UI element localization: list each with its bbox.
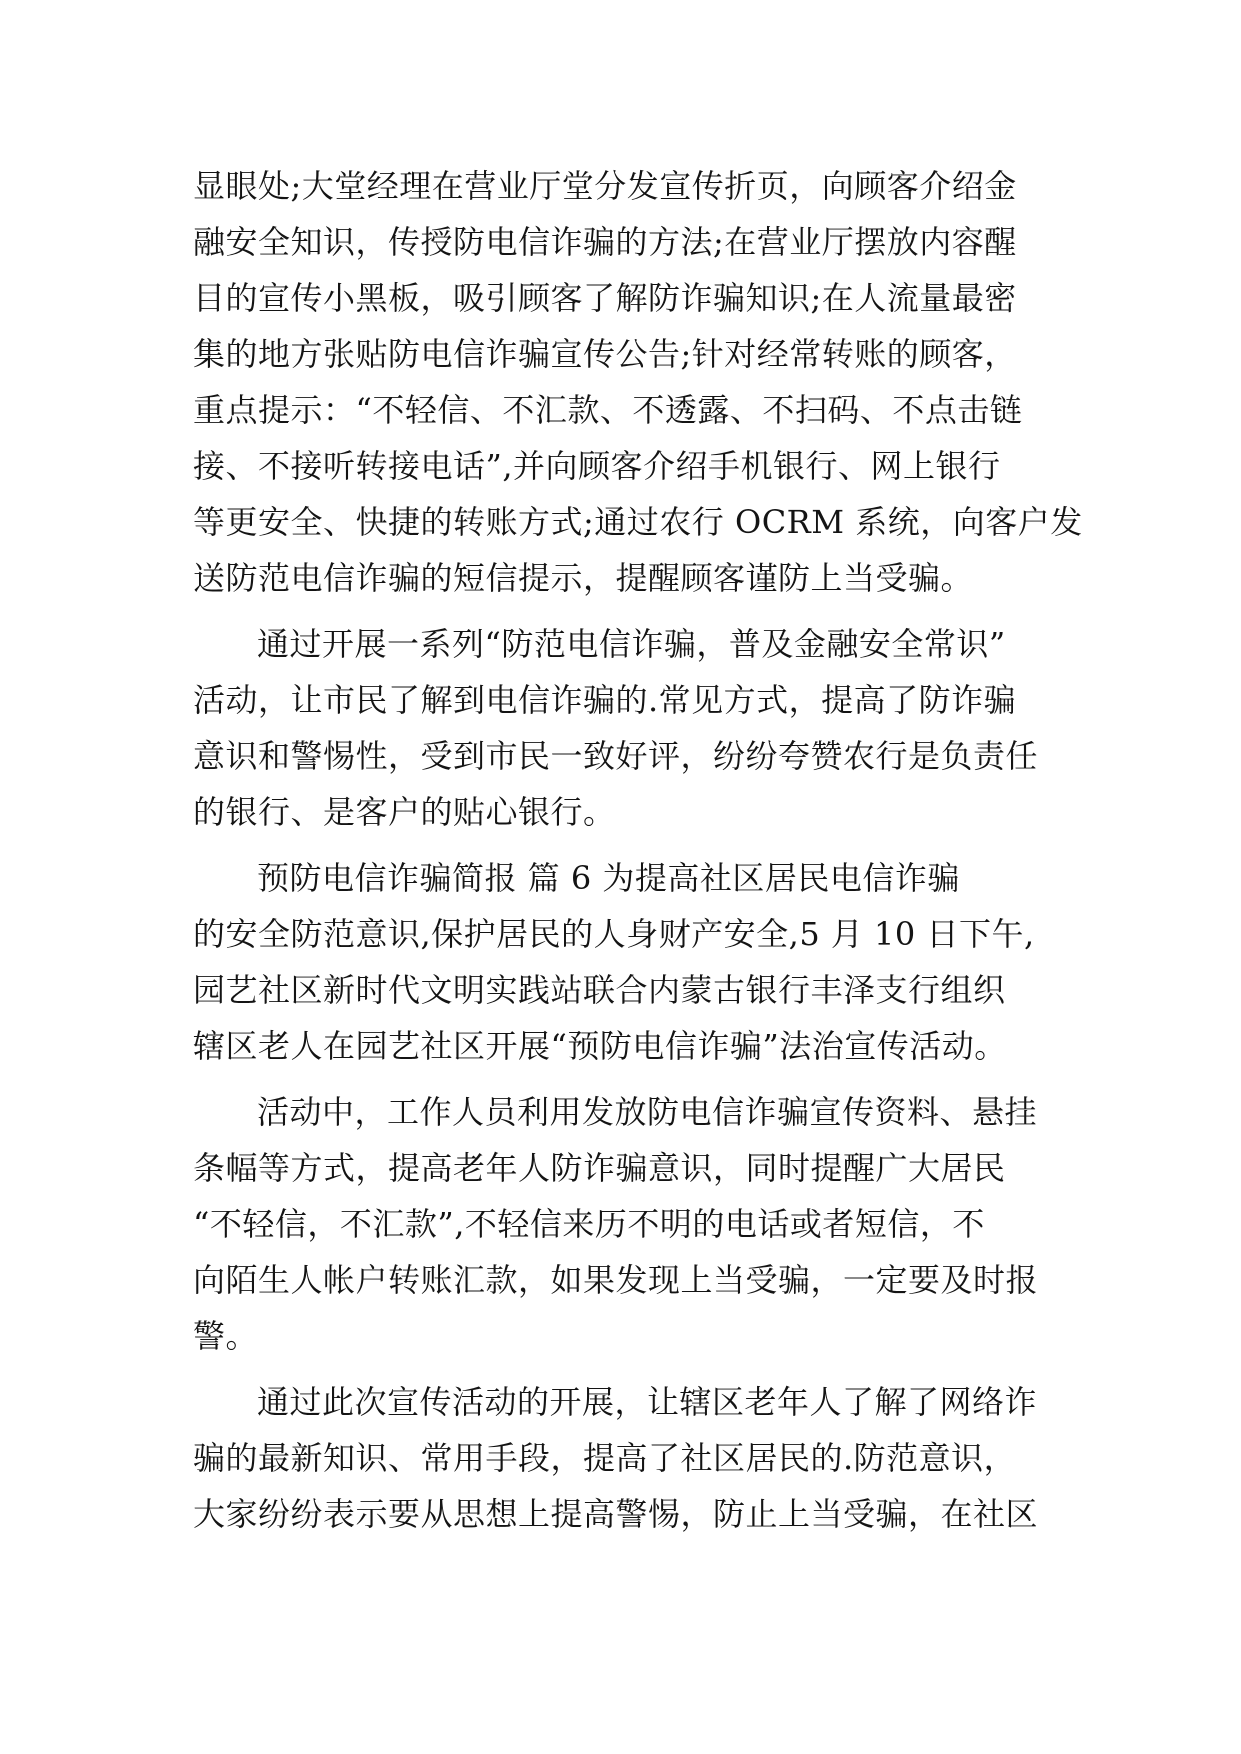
text-line: 显眼处;大堂经理在营业厅堂分发宣传折页，向顾客介绍金 — [193, 167, 1017, 205]
section-heading-line: 预防电信诈骗简报 篇 6 为提高社区居民电信诈骗 — [257, 859, 960, 897]
paragraph-start-line: 通过开展一系列“防范电信诈骗，普及金融安全常识” — [257, 625, 1006, 663]
text-line: 园艺社区新时代文明实践站联合内蒙古银行丰泽支行组织 — [193, 971, 1006, 1009]
text-line: 辖区老人在园艺社区开展“预防电信诈骗”法治宣传活动。 — [193, 1027, 1007, 1065]
text-line: 大家纷纷表示要从思想上提高警惕，防止上当受骗，在社区 — [193, 1495, 1039, 1533]
text-line: 向陌生人帐户转账汇款，如果发现上当受骗，一定要及时报 — [193, 1261, 1039, 1299]
text-line: 意识和警惕性，受到市民一致好评，纷纷夸赞农行是负责任 — [193, 737, 1039, 775]
text-line: 目的宣传小黑板，吸引顾客了解防诈骗知识;在人流量最密 — [193, 279, 1017, 317]
text-line: 接、不接听转接电话”,并向顾客介绍手机银行、网上银行 — [193, 447, 1001, 485]
text-line: 警。 — [193, 1317, 259, 1355]
text-line: 等更安全、快捷的转账方式;通过农行 OCRM 系统，向客户发 — [193, 503, 1083, 541]
text-line: 的安全防范意识,保护居民的人身财产安全,5 月 10 日下午, — [193, 915, 1035, 953]
text-line: 活动，让市民了解到电信诈骗的.常见方式，提高了防诈骗 — [193, 681, 1017, 719]
text-line: 融安全知识，传授防电信诈骗的方法;在营业厅摆放内容醒 — [193, 223, 1017, 261]
text-line: 条幅等方式，提高老年人防诈骗意识，同时提醒广大居民 — [193, 1149, 1006, 1187]
text-line: 送防范电信诈骗的短信提示，提醒顾客谨防上当受骗。 — [193, 559, 974, 597]
paragraph-start-line: 活动中，工作人员利用发放防电信诈骗宣传资料、悬挂 — [257, 1093, 1038, 1131]
text-line: 重点提示：“不轻信、不汇款、不透露、不扫码、不点击链 — [193, 391, 1023, 429]
text-line: 的银行、是客户的贴心银行。 — [193, 793, 616, 831]
text-line: “不轻信，不汇款”,不轻信来历不明的电话或者短信，不 — [193, 1205, 985, 1243]
text-line: 集的地方张贴防电信诈骗宣传公告;针对经常转账的顾客， — [193, 335, 1017, 373]
text-line: 骗的最新知识、常用手段，提高了社区居民的.防范意识， — [193, 1439, 1017, 1477]
paragraph-start-line: 通过此次宣传活动的开展，让辖区老年人了解了网络诈 — [257, 1383, 1038, 1421]
